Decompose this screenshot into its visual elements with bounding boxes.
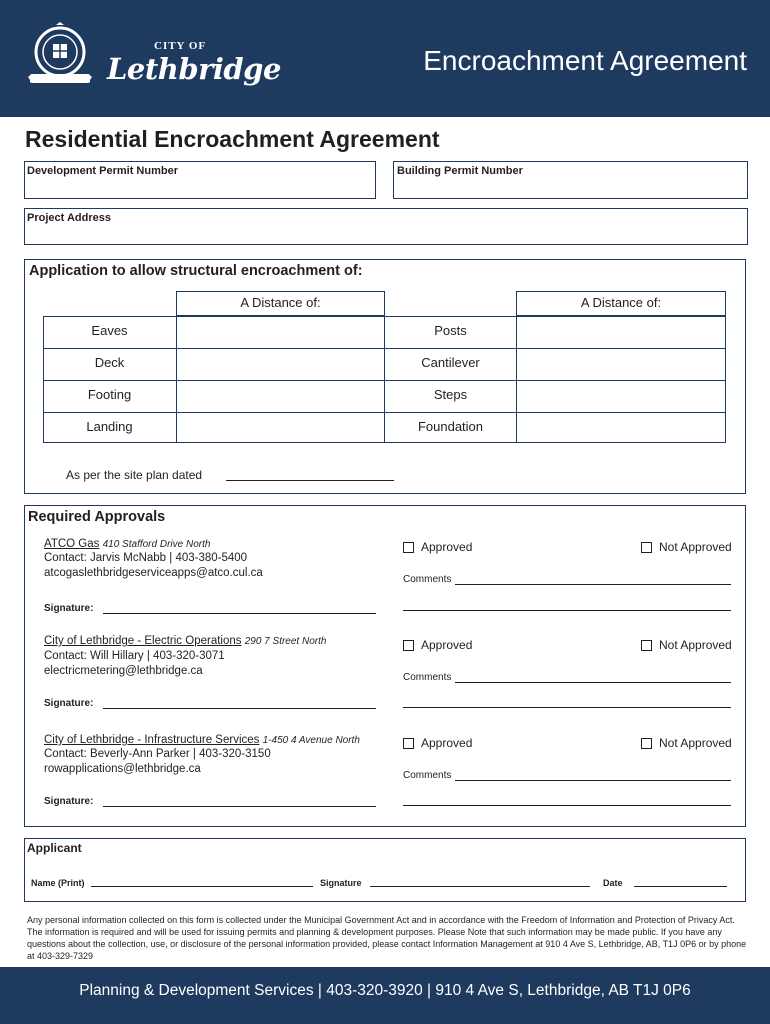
approver-3-not-approved-checkbox[interactable]	[641, 738, 652, 749]
city-name-wordmark: Lethbridge	[107, 52, 281, 86]
approver-3-not-approved-label: Not Approved	[659, 736, 732, 750]
approver-3-comments-line[interactable]	[455, 780, 731, 781]
approver-1-comments-label: Comments	[403, 574, 452, 585]
approver-3-signature-line[interactable]	[103, 806, 376, 807]
project-address-label: Project Address	[27, 212, 111, 224]
approver-1-comments-line[interactable]	[455, 584, 731, 585]
approver-2-signature-label: Signature:	[44, 698, 94, 709]
item-steps: Steps	[433, 387, 468, 402]
approver-1-signature-label: Signature:	[44, 603, 94, 614]
row-divider	[385, 348, 726, 349]
approvals-title: Required Approvals	[28, 509, 166, 525]
applicant-name-line[interactable]	[91, 886, 313, 887]
city-of-text: CITY OF	[154, 40, 207, 52]
privacy-notice: Any personal information collected on this form is collected under the Municipal Government Act and in accordance with the Freedom of Information and Protection of Privacy Act. The information is required and will be used for issuing permits and planning & development purposes. Please Note that such information may be made public. If you have any questions about the collection, use, or disclosure of the personal information provided, please contact Information Management at 910 4 Ave S, Lethbridge, AB, T1J 0P6 or by phone at 403-329-7329	[27, 915, 747, 961]
approver-3-contact: Contact: Beverly-Ann Parker | 403-320-3150	[44, 748, 271, 760]
approver-2-address: 290 7 Street North	[244, 636, 327, 647]
applicant-name-label: Name (Print)	[31, 878, 85, 888]
applicant-signature-label: Signature	[320, 878, 362, 888]
approver-1-address: 410 Stafford Drive North	[102, 539, 211, 550]
approver-1-not-approved-label: Not Approved	[659, 540, 732, 554]
approver-3-approved-checkbox[interactable]	[403, 738, 414, 749]
applicant-date-label: Date	[603, 878, 623, 888]
city-seal-logo	[26, 22, 94, 90]
approver-1-email: atcogaslethbridgeserviceapps@atco.cul.ca	[44, 567, 263, 579]
distance-label-right: A Distance of:	[580, 295, 662, 310]
item-foundation: Foundation	[417, 419, 484, 434]
approver-1-not-approved-checkbox[interactable]	[641, 542, 652, 553]
approver-1-heading	[44, 537, 210, 552]
project-address-field[interactable]	[24, 208, 748, 245]
page-header	[0, 0, 770, 117]
approver-2-comments-label: Comments	[403, 672, 452, 683]
row-divider	[43, 348, 385, 349]
row-divider	[385, 412, 726, 413]
approver-3-comments-label: Comments	[403, 770, 452, 781]
approver-1-name: ATCO Gas	[44, 538, 100, 550]
applicant-title: Applicant	[27, 841, 82, 855]
distance-label-left: A Distance of:	[240, 295, 321, 310]
approver-2-comments-line-2[interactable]	[403, 707, 731, 708]
approver-1-approved-label: Approved	[421, 540, 473, 554]
approver-3-heading	[44, 733, 360, 748]
header-title: Encroachment Agreement	[423, 45, 747, 76]
approver-2-not-approved-label: Not Approved	[659, 638, 732, 652]
row-divider	[43, 380, 385, 381]
row-divider	[385, 380, 726, 381]
applicant-date-line[interactable]	[634, 886, 727, 887]
approver-2-email: electricmetering@lethbridge.ca	[44, 665, 203, 677]
item-footing: Footing	[87, 387, 132, 402]
item-cantilever: Cantilever	[421, 355, 480, 370]
site-plan-label: As per the site plan dated	[66, 468, 203, 482]
approver-2-signature-line[interactable]	[103, 708, 376, 709]
page-footer	[0, 967, 770, 1024]
row-divider	[43, 412, 385, 413]
building-permit-field[interactable]	[393, 161, 748, 199]
item-posts: Posts	[434, 323, 467, 338]
development-permit-label: Development Permit Number	[27, 165, 178, 177]
approver-1-approved-checkbox[interactable]	[403, 542, 414, 553]
approver-1-signature-line[interactable]	[103, 613, 376, 614]
building-permit-label: Building Permit Number	[397, 165, 523, 177]
item-eaves: Eaves	[91, 323, 128, 338]
approver-2-heading	[44, 634, 326, 649]
approver-3-comments-line-2[interactable]	[403, 805, 731, 806]
approver-2-approved-checkbox[interactable]	[403, 640, 414, 651]
approver-2-contact: Contact: Will Hillary | 403-320-3071	[44, 650, 225, 662]
applicant-signature-line[interactable]	[370, 886, 590, 887]
application-title: Application to allow structural encroachment of:	[29, 263, 363, 279]
approver-3-name: City of Lethbridge - Infrastructure Services	[44, 734, 260, 746]
site-plan-date-line[interactable]	[226, 480, 394, 481]
footer-contact-text: Planning & Development Services | 403-320-3920 | 910 4 Ave S, Lethbridge, AB T1J 0P6	[79, 982, 691, 999]
item-landing: Landing	[86, 419, 133, 434]
approver-2-name: City of Lethbridge - Electric Operations	[44, 635, 242, 647]
approver-3-approved-label: Approved	[421, 736, 473, 750]
approver-2-not-approved-checkbox[interactable]	[641, 640, 652, 651]
approver-3-signature-label: Signature:	[44, 796, 94, 807]
applicant-section	[24, 838, 746, 902]
development-permit-field[interactable]	[24, 161, 376, 199]
approver-3-address: 1-450 4 Avenue North	[262, 735, 360, 746]
item-deck: Deck	[94, 355, 125, 370]
approver-2-comments-line[interactable]	[455, 682, 731, 683]
page-title: Residential Encroachment Agreement	[25, 126, 440, 152]
approver-3-email: rowapplications@lethbridge.ca	[44, 763, 201, 775]
approver-1-contact: Contact: Jarvis McNabb | 403-380-5400	[44, 552, 248, 564]
approver-2-approved-label: Approved	[421, 638, 473, 652]
approver-1-comments-line-2[interactable]	[403, 610, 731, 611]
